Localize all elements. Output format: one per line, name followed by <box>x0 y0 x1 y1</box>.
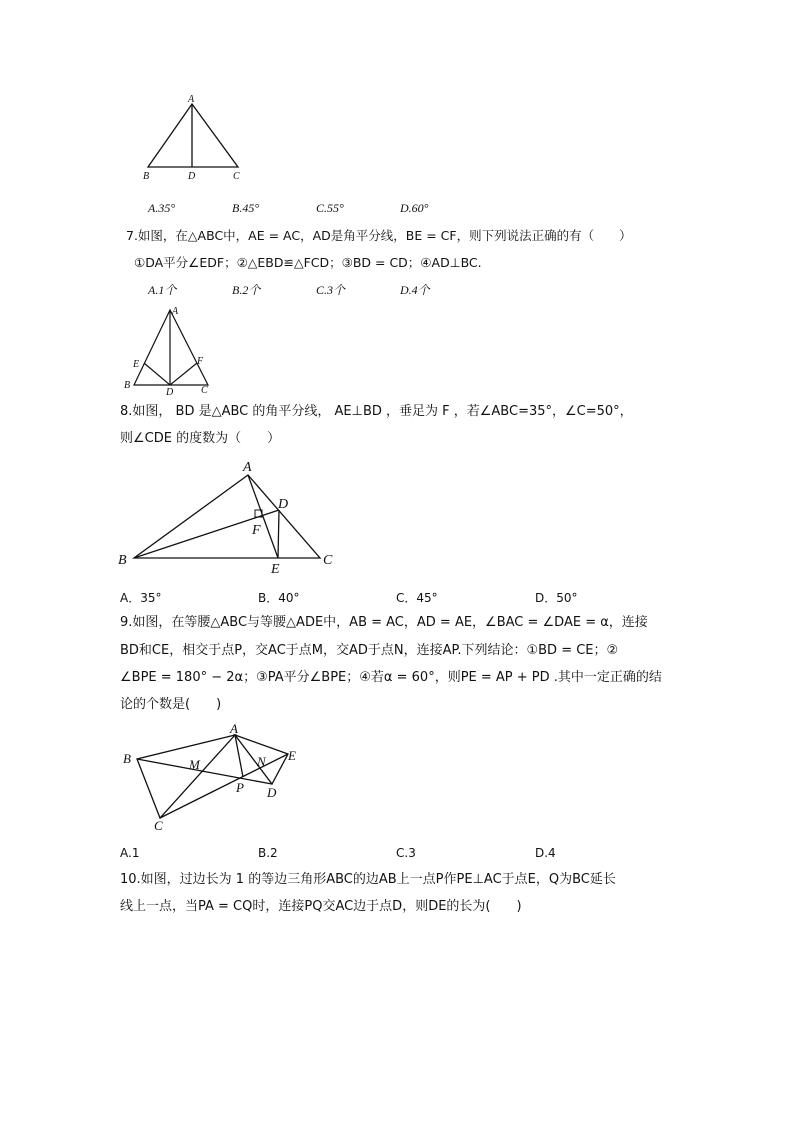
q7-label-b: B <box>124 380 131 391</box>
q8-label-d: D <box>278 497 289 512</box>
q9-label-m: M <box>189 757 200 772</box>
q8-label-a: A <box>243 460 252 475</box>
q9-label-d: D <box>267 785 277 800</box>
q7-triangle <box>134 310 208 385</box>
q6-option-b: B.45° <box>232 201 260 215</box>
q7-label-d: D <box>166 387 174 396</box>
q7-label-e: E <box>133 359 140 370</box>
q9-stem-line3: ∠BPE = 180° − 2α；③PA平分∠BPE；④若α = 60°，则PE = AP + PD .其中一定正确的结 <box>120 670 662 685</box>
q9-label-n: N <box>257 754 266 769</box>
q7-option-b: B.2个 <box>232 283 261 297</box>
q9-label-p: P <box>236 780 244 795</box>
q9-figure <box>118 722 308 834</box>
q9-option-d: D.4 <box>535 846 556 860</box>
q8-figure <box>114 454 344 576</box>
q8-stem: 8.如图， BD 是△ABC 的角平分线， AE⊥BD ，垂足为 F ，若∠ABC=35°，∠C=50°， <box>120 404 633 419</box>
q9-option-c: C.3 <box>396 846 416 860</box>
q6-label-d: D <box>188 171 196 182</box>
q8-option-d: D．50° <box>535 591 578 605</box>
q9-label-a: A <box>230 722 238 736</box>
q8-triangle <box>134 475 320 558</box>
q8-label-c: C <box>323 553 333 568</box>
q7-label-c: C <box>201 385 208 396</box>
q7-option-a: A.1个 <box>148 283 177 297</box>
q7-segment-fd <box>170 363 197 385</box>
q8-label-b: B <box>118 553 127 568</box>
q7-option-d: D.4个 <box>400 283 430 297</box>
q9-label-e: E <box>288 748 296 763</box>
q8-label-f: F <box>252 523 261 538</box>
q9-stem: 9.如图，在等腰△ABC与等腰△ADE中，AB = AC，AD = AE，∠BAC = ∠DAE = α，连接 <box>120 615 648 630</box>
q6-option-a: A.35° <box>148 201 176 215</box>
q6-option-c: C.55° <box>316 201 344 215</box>
q6-triangle <box>148 104 238 167</box>
q8-option-c: C．45° <box>396 591 438 605</box>
q8-option-a: A．35° <box>120 591 162 605</box>
q8-segment-de <box>278 510 279 558</box>
q9-label-b: B <box>123 751 131 766</box>
q6-figure <box>138 92 250 184</box>
q9-label-c: C <box>154 818 163 833</box>
q6-label-b: B <box>143 171 150 182</box>
q7-label-f: F <box>197 356 204 367</box>
q7-stem-line2: ①DA平分∠EDF；②△EBD≌△FCD；③BD = CD；④AD⊥BC. <box>134 255 482 270</box>
q6-label-a: A <box>188 94 195 105</box>
q7-segment-ed <box>144 363 170 385</box>
q9-option-a: A.1 <box>120 846 140 860</box>
q9-stem-line2: BD和CE，相交于点P，交AC于点M，交AD于点N，连接AP.下列结论：①BD = CE；② <box>120 643 619 658</box>
q10-stem-line2: 线上一点，当PA = CQ时，连接PQ交AC边于点D，则DE的长为( ) <box>120 899 522 914</box>
q9-stem-line4: 论的个数是( ) <box>120 697 222 712</box>
q10-stem: 10.如图，过边长为 1 的等边三角形ABC的边AB上一点P作PE⊥AC于点E，Q为BC延长 <box>120 872 616 887</box>
q8-label-e: E <box>271 562 280 576</box>
q7-figure <box>120 302 220 396</box>
q7-stem: 7.如图，在△ABC中，AE = AC，AD是角平分线，BE = CF，则下列说法正确的有（ ） <box>126 228 632 243</box>
q7-option-c: C.3个 <box>316 283 346 297</box>
q8-option-b: B．40° <box>258 591 300 605</box>
q6-option-d: D.60° <box>400 201 429 215</box>
q6-label-c: C <box>233 171 240 182</box>
q7-label-a: A <box>172 306 179 317</box>
q9-option-b: B.2 <box>258 846 278 860</box>
q8-stem-line2: 则∠CDE 的度数为（ ） <box>120 431 281 446</box>
q8-segment-ae <box>248 475 278 558</box>
